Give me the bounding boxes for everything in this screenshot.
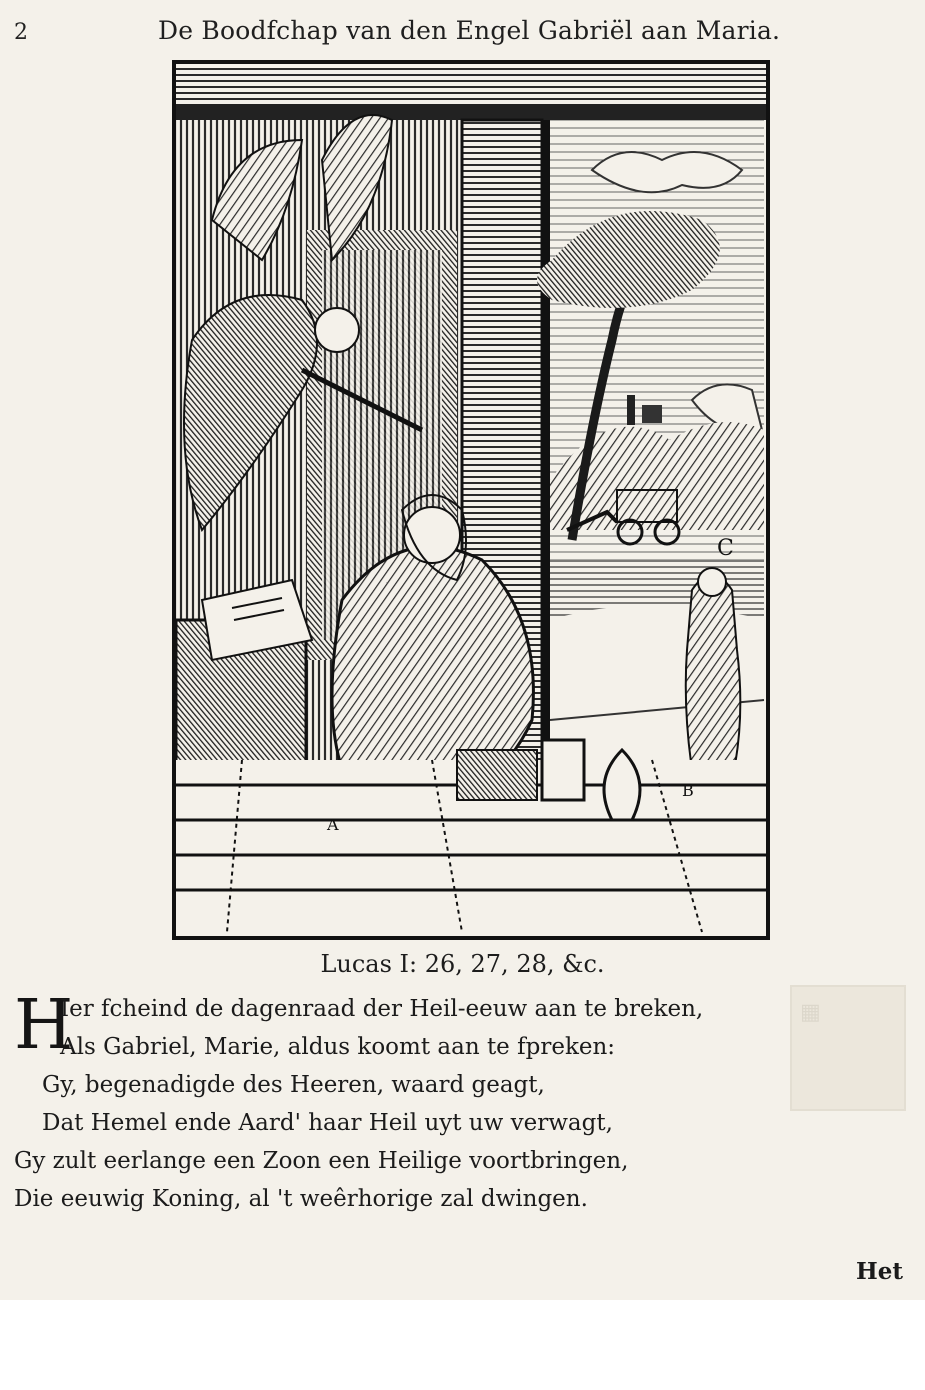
show-through-text: ▦ (800, 1000, 821, 1025)
verse-line-4: Dat Hemel ende Aard' haar Heil uyt uw verwagt, (42, 1110, 613, 1136)
page-number: 2 (14, 20, 28, 45)
label-b: B (682, 781, 694, 800)
verse-line-3: Gy, begenadigde des Heeren, waard geagt, (42, 1072, 545, 1098)
label-c: C (717, 536, 734, 561)
running-head: De Boodfchap van den Engel Gabriël aan Maria. (158, 16, 781, 45)
verse-line-2: Als Gabriel, Marie, aldus koomt aan te fpreken: (60, 1034, 616, 1060)
verse-line-1: Ier fcheind de dagenraad der Heil-eeuw aan te breken, (60, 996, 704, 1022)
verse-line-5: Gy zult eerlange een Zoon een Heilige voortbringen, (14, 1148, 629, 1174)
scripture-reference: Lucas I: 26, 27, 28, &c. (320, 950, 605, 978)
drop-capital: H (14, 986, 74, 1065)
verse-line-6: Die eeuwig Koning, al 't weêrhorige zal dwingen. (14, 1186, 588, 1212)
catchword: Het (856, 1258, 903, 1285)
label-a: A (327, 815, 339, 834)
annunciation-woodcut (172, 60, 770, 940)
